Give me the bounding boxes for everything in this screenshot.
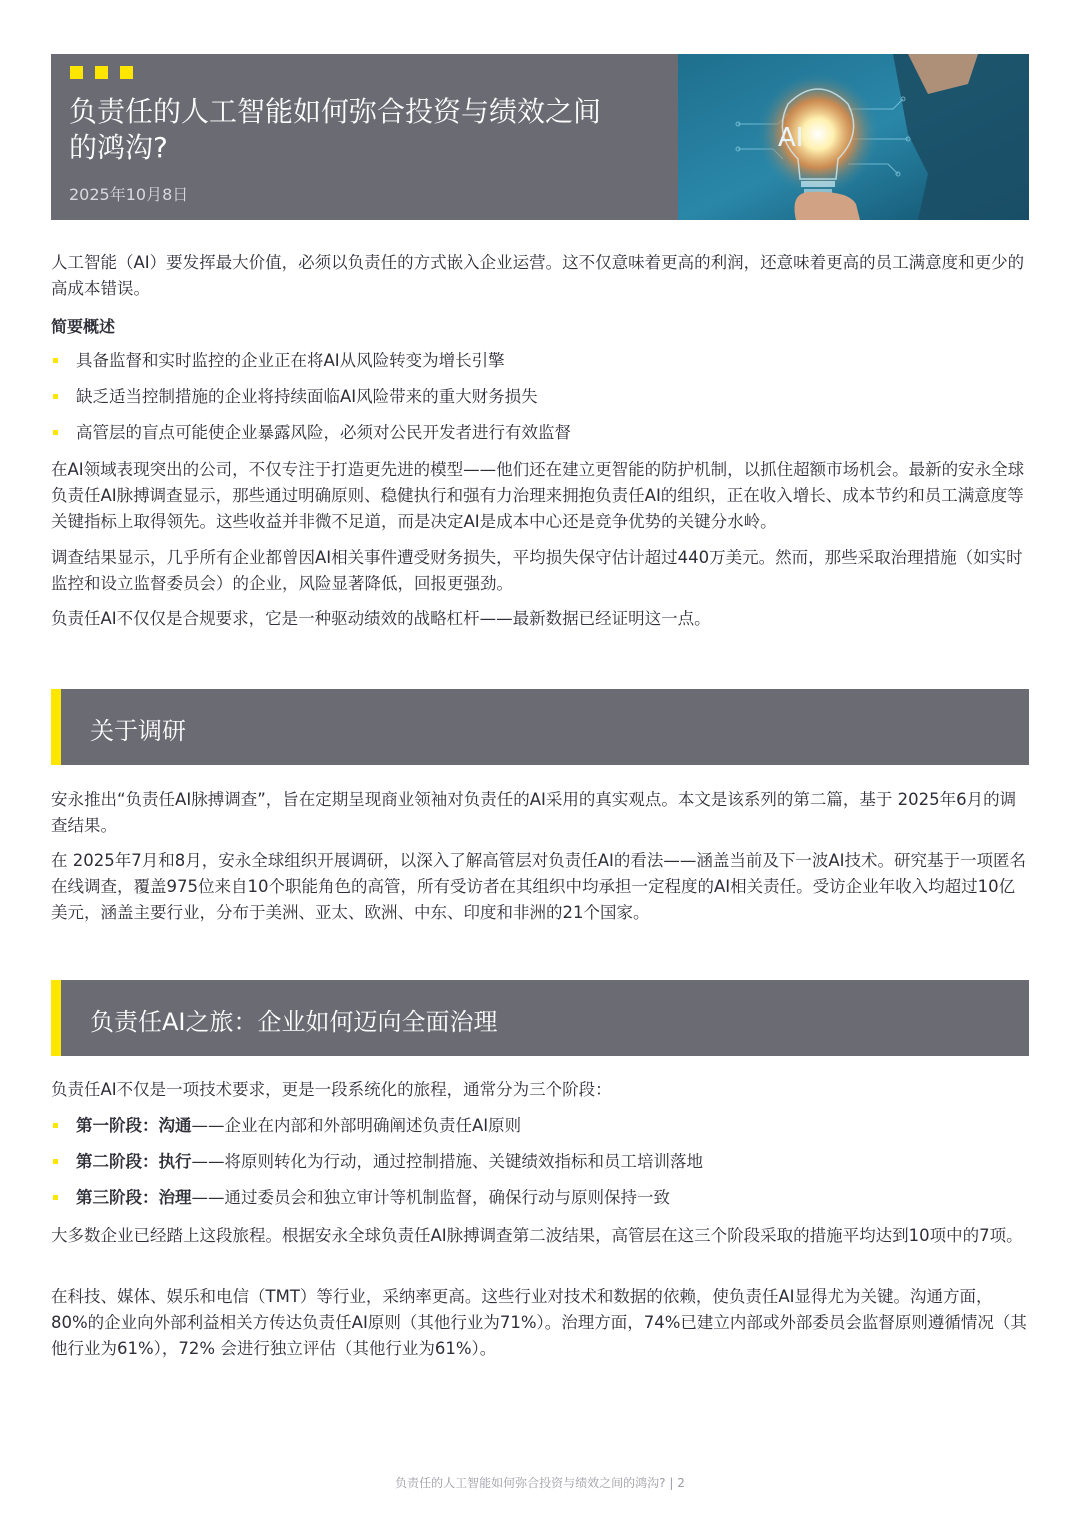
- dot: [70, 66, 83, 79]
- stage-label: 第二阶段：执行: [76, 1152, 192, 1171]
- body-paragraph: 在科技、媒体、娱乐和电信（TMT）等行业，采纳率更高。这些行业对技术和数据的依赖，使负责任AI显得尤为关键。沟通方面，80%的企业向外部利益相关方传达负责任AI原则（其他行业为71%）。治理方面，74%已建立内部或外部委员会监督原则遵循情况（其他行业为61%），72% 会进行独立评估（其他行业为61%）。: [51, 1287, 1027, 1358]
- list-item: [51, 1185, 1029, 1221]
- ai-image-label: AI: [778, 123, 804, 153]
- stage-text: ——企业在内部和外部明确阐述负责任AI原则: [191, 1116, 522, 1135]
- summary-item-text: 缺乏适当控制措施的企业将持续面临AI风险带来的重大财务损失: [76, 387, 538, 406]
- stage-text: ——将原则转化为行动，通过控制措施、关键绩效指标和员工培训落地: [191, 1152, 703, 1171]
- dot: [120, 66, 133, 79]
- bullet-icon: [53, 1195, 58, 1200]
- list-item: [51, 1113, 1029, 1149]
- list-item: [51, 1149, 1029, 1185]
- ai-lightbulb-image: [678, 54, 1029, 220]
- body-paragraph: 在 2025年7月和8月，安永全球组织开展调研，以深入了解高管层对负责任AI的看法——涵盖当前及下一波AI技术。研究基于一项匿名在线调查，覆盖975位来自10个职能角色的高管，所有受访者在其组织中均承担一定程度的AI相关责任。受访企业年收入均超过10亿美元，涵盖主要行业，分布于美洲、亚太、欧洲、中东、印度和非洲的21个国家。: [51, 851, 1027, 922]
- section-header-responsible-ai-journey: [51, 980, 1029, 1056]
- summary-item-text: 高管层的盲点可能使企业暴露风险，必须对公民开发者进行有效监督: [76, 423, 571, 442]
- bullet-icon: [53, 1159, 58, 1164]
- bullet-icon: [53, 394, 58, 399]
- body-paragraph: 大多数企业已经踏上这段旅程。根据安永全球负责任AI脉搏调查第二波结果，高管层在这三个阶段采取的措施平均达到10项中的7项。: [51, 1226, 1023, 1245]
- section-accent-bar: [51, 689, 61, 765]
- article-date: 2025年10月8日: [69, 185, 189, 204]
- section-accent-bar: [51, 980, 61, 1056]
- stage-label: 第三阶段：治理: [76, 1188, 192, 1207]
- stages-list: [51, 1113, 1029, 1221]
- summary-item-text: 具备监督和实时监控的企业正在将AI从风险转变为增长引擎: [76, 351, 505, 370]
- body-paragraph: 在AI领域表现突出的公司，不仅专注于打造更先进的模型——他们还在建立更智能的防护机制，以抓住超额市场机会。最新的安永全球负责任AI脉搏调查显示，那些通过明确原则、稳健执行和强有力治理来拥抱负责任AI的组织，正在收入增长、成本节约和员工满意度等关键指标上取得领先。这些收益并非微不足道，而是决定AI是成本中心还是竞争优势的关键分水岭。: [51, 460, 1025, 531]
- article-header: [51, 54, 1029, 220]
- section-title: 负责任AI之旅：企业如何迈向全面治理: [90, 1008, 498, 1036]
- bullet-icon: [53, 358, 58, 363]
- section-title: 关于调研: [90, 717, 186, 745]
- section-lead: 负责任AI不仅是一项技术要求，更是一段系统化的旅程，通常分为三个阶段：: [51, 1080, 612, 1099]
- bullet-icon: [53, 1123, 58, 1128]
- list-item: [51, 420, 1029, 456]
- dot: [95, 66, 108, 79]
- summary-list: [51, 348, 1029, 456]
- stage-text: ——通过委员会和独立审计等机制监督，确保行动与原则保持一致: [191, 1188, 670, 1207]
- summary-heading: 简要概述: [51, 317, 116, 336]
- intro-paragraph: 人工智能（AI）要发挥最大价值，必须以负责任的方式嵌入企业运营。这不仅意味着更高的利润，还意味着更高的员工满意度和更少的高成本错误。: [51, 253, 1025, 298]
- body-paragraph: 调查结果显示，几乎所有企业都曾因AI相关事件遭受财务损失，平均损失保守估计超过440万美元。然而，那些采取治理措施（如实时监控和设立监督委员会）的企业，风险显著降低，回报更强劲。: [51, 548, 1023, 593]
- bullet-icon: [53, 430, 58, 435]
- stage-label: 第一阶段：沟通: [76, 1116, 192, 1135]
- page-footer: 负责任的人工智能如何弥合投资与绩效之间的鸿沟? | 2: [395, 1476, 685, 1490]
- article-title: 负责任的人工智能如何弥合投资与绩效之间的鸿沟?: [69, 95, 602, 164]
- list-item: [51, 384, 1029, 420]
- section-header-about-survey: [51, 689, 1029, 765]
- body-paragraph: 安永推出“负责任AI脉搏调查”，旨在定期呈现商业领袖对负责任的AI采用的真实观点。本文是该系列的第二篇，基于 2025年6月的调查结果。: [51, 790, 1017, 835]
- body-paragraph: 负责任AI不仅仅是合规要求，它是一种驱动绩效的战略杠杆——最新数据已经证明这一点。: [51, 609, 711, 628]
- list-item: [51, 348, 1029, 384]
- yellow-dots-decoration: [70, 66, 133, 79]
